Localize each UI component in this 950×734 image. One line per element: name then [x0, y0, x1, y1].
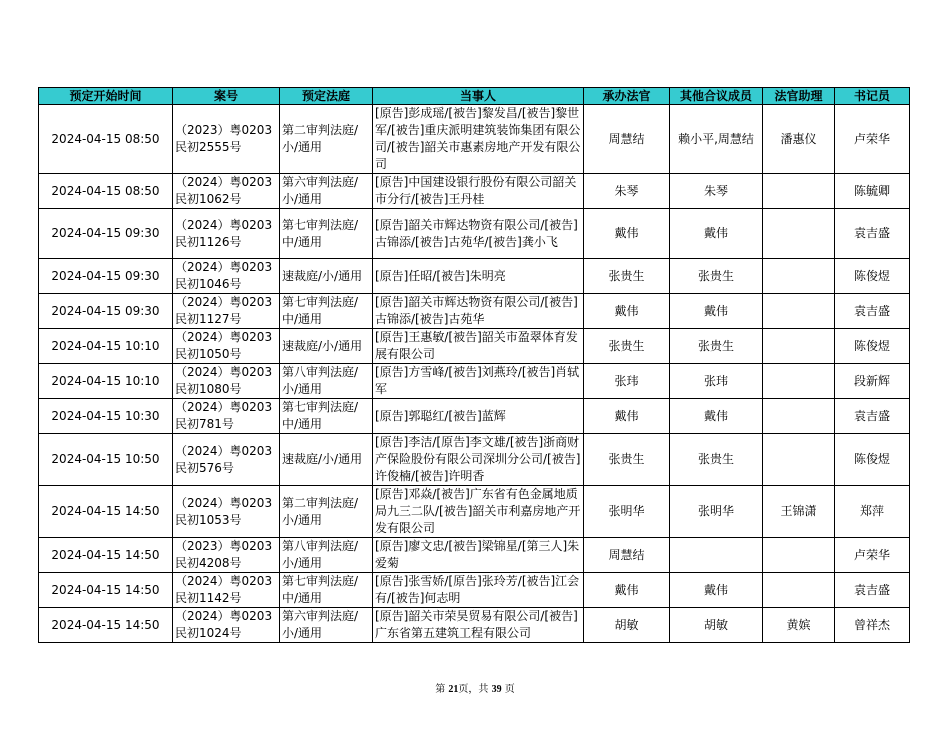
- cell-court: 第七审判法庭/中/通用: [280, 209, 373, 259]
- cell-start-time: 2024-04-15 09:30: [39, 294, 173, 329]
- cell-court: 速裁庭/小/通用: [280, 434, 373, 486]
- cell-judge: 戴伟: [584, 573, 670, 608]
- cell-judge: 戴伟: [584, 294, 670, 329]
- cell-parties: [原告]韶关市辉达物资有限公司/[被告]古锦添/[被告]古苑华/[被告]龚小飞: [373, 209, 584, 259]
- cell-clerk: 袁吉盛: [835, 294, 910, 329]
- cell-start-time: 2024-04-15 08:50: [39, 105, 173, 174]
- cell-assistant: 王锦潇: [763, 486, 835, 538]
- cell-judge: 胡敏: [584, 608, 670, 643]
- cell-start-time: 2024-04-15 10:30: [39, 399, 173, 434]
- table-header-row: [39, 88, 910, 105]
- cell-parties: [原告]李洁/[原告]李文雄/[被告]浙商财产保险股份有限公司深圳分公司/[被告]许俊楠/[被告]许明香: [373, 434, 584, 486]
- cell-clerk: 陈俊煜: [835, 329, 910, 364]
- cell-assistant: [763, 174, 835, 209]
- cell-judge: 张贵生: [584, 329, 670, 364]
- cell-judge: 张贵生: [584, 434, 670, 486]
- cell-clerk: 段新辉: [835, 364, 910, 399]
- cell-start-time: 2024-04-15 09:30: [39, 209, 173, 259]
- cell-case-no: （2024）粤0203民初1050号: [173, 329, 280, 364]
- cell-assistant: [763, 259, 835, 294]
- cell-start-time: 2024-04-15 10:10: [39, 364, 173, 399]
- cell-case-no: （2024）粤0203民初1053号: [173, 486, 280, 538]
- cell-clerk: 袁吉盛: [835, 209, 910, 259]
- footer-total-pages: 39: [491, 684, 502, 695]
- cell-case-no: （2024）粤0203民初576号: [173, 434, 280, 486]
- cell-court: 第二审判法庭/小/通用: [280, 486, 373, 538]
- footer-prefix: 第: [435, 684, 446, 695]
- cell-assistant: [763, 294, 835, 329]
- cell-clerk: 陈毓卿: [835, 174, 910, 209]
- cell-start-time: 2024-04-15 14:50: [39, 486, 173, 538]
- cell-case-no: （2023）粤0203民初4208号: [173, 538, 280, 573]
- cell-panel: 胡敏: [670, 608, 763, 643]
- cell-judge: 张玮: [584, 364, 670, 399]
- cell-court: 第七审判法庭/中/通用: [280, 399, 373, 434]
- cell-assistant: [763, 364, 835, 399]
- cell-parties: [原告]邓焱/[被告]广东省有色金属地质局九三二队/[被告]韶关市利嘉房地产开发有限公司: [373, 486, 584, 538]
- cell-parties: [原告]任昭/[被告]朱明亮: [373, 259, 584, 294]
- table-row: [39, 105, 910, 174]
- cell-parties: [原告]郭聪红/[被告]蓝辉: [373, 399, 584, 434]
- cell-court: 第七审判法庭/中/通用: [280, 294, 373, 329]
- cell-case-no: （2024）粤0203民初1046号: [173, 259, 280, 294]
- table-row: [39, 294, 910, 329]
- hearing-schedule-table: [38, 87, 910, 643]
- cell-start-time: 2024-04-15 10:10: [39, 329, 173, 364]
- table-row: [39, 399, 910, 434]
- cell-clerk: 袁吉盛: [835, 399, 910, 434]
- cell-clerk: 袁吉盛: [835, 573, 910, 608]
- table-row: [39, 364, 910, 399]
- cell-case-no: （2024）粤0203民初1024号: [173, 608, 280, 643]
- cell-judge: 戴伟: [584, 209, 670, 259]
- header-start-time: 预定开始时间: [39, 88, 173, 105]
- table-row: [39, 329, 910, 364]
- cell-parties: [原告]韶关市荣昊贸易有限公司/[被告]广东省第五建筑工程有限公司: [373, 608, 584, 643]
- cell-panel: 戴伟: [670, 294, 763, 329]
- cell-start-time: 2024-04-15 14:50: [39, 573, 173, 608]
- cell-panel: 张玮: [670, 364, 763, 399]
- cell-start-time: 2024-04-15 08:50: [39, 174, 173, 209]
- footer-middle: 页，共: [458, 684, 489, 695]
- cell-assistant: 黄嫔: [763, 608, 835, 643]
- table-row: [39, 538, 910, 573]
- header-panel: 其他合议成员: [670, 88, 763, 105]
- cell-judge: 张明华: [584, 486, 670, 538]
- cell-panel: 戴伟: [670, 209, 763, 259]
- page-footer: [0, 680, 950, 695]
- cell-judge: 戴伟: [584, 399, 670, 434]
- table-row: [39, 174, 910, 209]
- table-row: [39, 259, 910, 294]
- cell-court: 速裁庭/小/通用: [280, 329, 373, 364]
- cell-case-no: （2023）粤0203民初2555号: [173, 105, 280, 174]
- cell-parties: [原告]张雪娇/[原告]张玲芳/[被告]江会有/[被告]何志明: [373, 573, 584, 608]
- cell-parties: [原告]廖文忠/[被告]梁锦星/[第三人]朱爱菊: [373, 538, 584, 573]
- cell-parties: [原告]王惠敏/[被告]韶关市盈翠体育发展有限公司: [373, 329, 584, 364]
- cell-start-time: 2024-04-15 14:50: [39, 608, 173, 643]
- footer-page-number: 21: [448, 684, 459, 695]
- cell-panel: 张明华: [670, 486, 763, 538]
- cell-clerk: 卢荣华: [835, 105, 910, 174]
- cell-panel: 张贵生: [670, 329, 763, 364]
- cell-panel: 戴伟: [670, 573, 763, 608]
- cell-court: 速裁庭/小/通用: [280, 259, 373, 294]
- cell-panel: 张贵生: [670, 434, 763, 486]
- table-row: [39, 608, 910, 643]
- cell-assistant: [763, 538, 835, 573]
- cell-assistant: [763, 434, 835, 486]
- header-parties: 当事人: [373, 88, 584, 105]
- cell-case-no: （2024）粤0203民初1062号: [173, 174, 280, 209]
- cell-judge: 朱琴: [584, 174, 670, 209]
- cell-start-time: 2024-04-15 14:50: [39, 538, 173, 573]
- cell-panel: 赖小平,周慧结: [670, 105, 763, 174]
- cell-court: 第八审判法庭/小/通用: [280, 364, 373, 399]
- cell-clerk: 陈俊煜: [835, 434, 910, 486]
- cell-panel: 戴伟: [670, 399, 763, 434]
- cell-panel: [670, 538, 763, 573]
- cell-clerk: 郑萍: [835, 486, 910, 538]
- cell-assistant: 潘惠仪: [763, 105, 835, 174]
- cell-start-time: 2024-04-15 09:30: [39, 259, 173, 294]
- cell-start-time: 2024-04-15 10:50: [39, 434, 173, 486]
- cell-court: 第七审判法庭/中/通用: [280, 573, 373, 608]
- cell-assistant: [763, 573, 835, 608]
- cell-case-no: （2024）粤0203民初1080号: [173, 364, 280, 399]
- cell-parties: [原告]韶关市辉达物资有限公司/[被告]古锦添/[被告]古苑华: [373, 294, 584, 329]
- cell-clerk: 陈俊煜: [835, 259, 910, 294]
- header-judge: 承办法官: [584, 88, 670, 105]
- cell-court: 第二审判法庭/小/通用: [280, 105, 373, 174]
- table-row: [39, 209, 910, 259]
- cell-judge: 张贵生: [584, 259, 670, 294]
- header-court: 预定法庭: [280, 88, 373, 105]
- cell-parties: [原告]彭成瑶/[被告]黎发昌/[被告]黎世军/[被告]重庆派明建筑装饰集团有限公司/[被告]韶关市惠素房地产开发有限公司: [373, 105, 584, 174]
- cell-panel: 朱琴: [670, 174, 763, 209]
- header-case-no: 案号: [173, 88, 280, 105]
- cell-case-no: （2024）粤0203民初1127号: [173, 294, 280, 329]
- cell-assistant: [763, 209, 835, 259]
- cell-case-no: （2024）粤0203民初1142号: [173, 573, 280, 608]
- cell-clerk: 卢荣华: [835, 538, 910, 573]
- header-clerk: 书记员: [835, 88, 910, 105]
- header-assistant: 法官助理: [763, 88, 835, 105]
- cell-panel: 张贵生: [670, 259, 763, 294]
- cell-court: 第六审判法庭/小/通用: [280, 174, 373, 209]
- cell-court: 第八审判法庭/小/通用: [280, 538, 373, 573]
- cell-parties: [原告]方雪峰/[被告]刘燕玲/[被告]肖轼军: [373, 364, 584, 399]
- cell-clerk: 曾祥杰: [835, 608, 910, 643]
- table-row: [39, 434, 910, 486]
- cell-judge: 周慧结: [584, 538, 670, 573]
- cell-court: 第六审判法庭/小/通用: [280, 608, 373, 643]
- table-row: [39, 573, 910, 608]
- table-row: [39, 486, 910, 538]
- cell-case-no: （2024）粤0203民初781号: [173, 399, 280, 434]
- cell-judge: 周慧结: [584, 105, 670, 174]
- footer-suffix: 页: [504, 684, 515, 695]
- cell-assistant: [763, 329, 835, 364]
- cell-assistant: [763, 399, 835, 434]
- cell-case-no: （2024）粤0203民初1126号: [173, 209, 280, 259]
- cell-parties: [原告]中国建设银行股份有限公司韶关市分行/[被告]王丹桂: [373, 174, 584, 209]
